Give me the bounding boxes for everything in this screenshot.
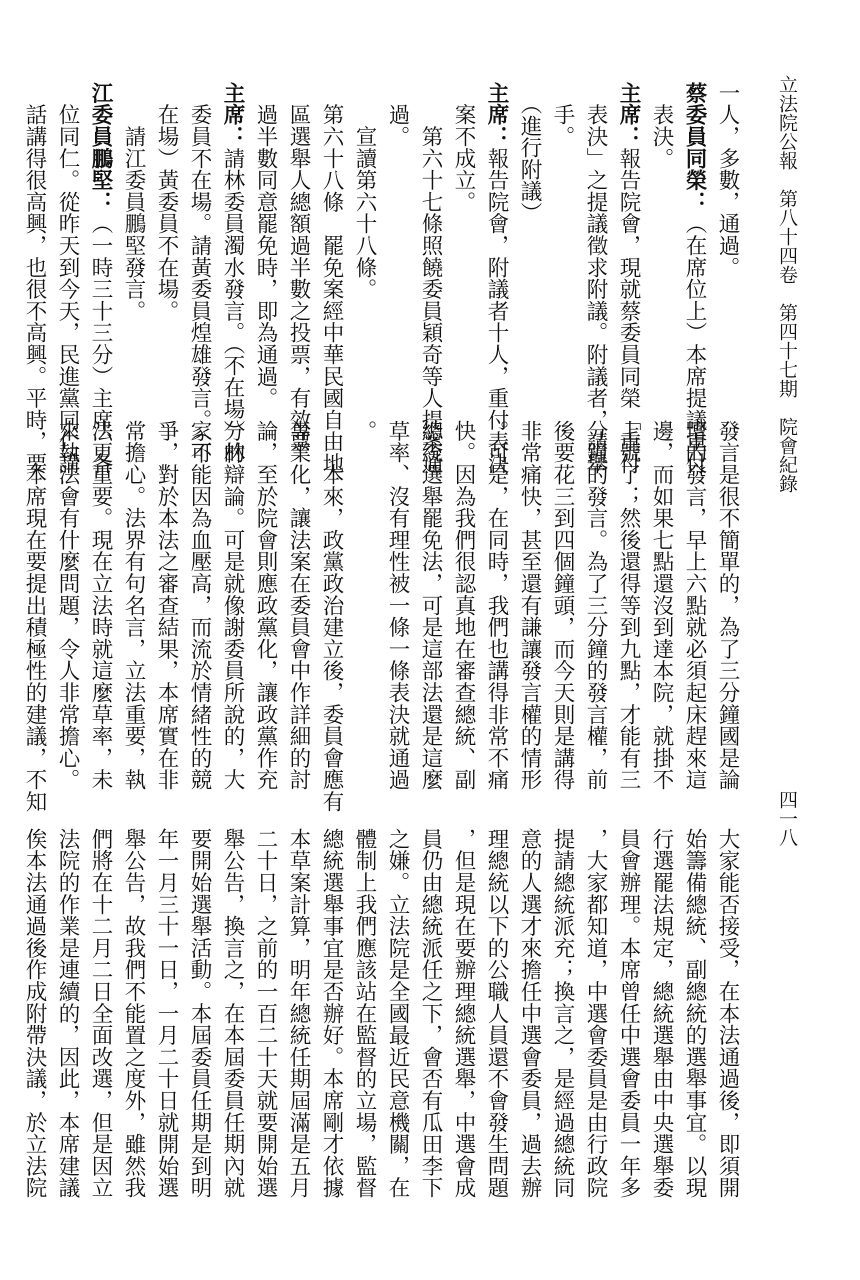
text-column: [579, 420, 612, 791]
text-column: [18, 420, 51, 813]
column-text: 請江委員鵬堅發言。: [121, 82, 146, 322]
text-column: [612, 420, 645, 791]
text-column: [711, 420, 744, 791]
column-text: （一時三十三分）主席、各: [88, 212, 113, 475]
text-column: [249, 828, 282, 1199]
text-column: [381, 828, 414, 1199]
column-text: 俟本法通過後作成附帶決議，於立法院: [22, 828, 47, 1199]
column-text: 上號了；然後還得等到九點，才能有三: [616, 420, 641, 791]
column-text: 員仍由總統派任之下，會否有瓜田李下: [418, 828, 443, 1199]
text-column: [711, 82, 744, 422]
column-text: 常擔心。法界有句名言，立法重要，執: [121, 420, 146, 791]
column-text: 二十日，之前的一百二十天就要開始選: [253, 828, 278, 1199]
column-text: 年一月三十一日，一月二十日就開始選: [154, 828, 179, 1199]
column-text: 舉公告，換言之，在本屆委員任期內就: [220, 828, 245, 1199]
column-text: 之嫌。立法院是全國最近民意機關，在: [385, 828, 410, 1199]
column-text: 爭，對於本法之審查結果，本席實在非: [154, 420, 179, 791]
text-column: [150, 828, 183, 1199]
text-column: [51, 420, 84, 791]
column-text: 壇的發言，早上六點就必須起床趕來這: [682, 420, 707, 791]
text-column: [282, 420, 315, 791]
column-text: 請林委員濁水發言。（不在場）林: [220, 147, 245, 464]
speaker-name: 主席：: [616, 82, 641, 148]
text-column: [513, 828, 546, 1199]
text-column: [84, 828, 117, 1199]
page-header: 立法院公報 第八十四卷 第四十七期 院會紀錄: [776, 75, 798, 493]
text-column: [183, 82, 216, 464]
text-column: [414, 828, 447, 1199]
column-text: 舉公告，故我們不能置之度外，雖然我: [121, 828, 146, 1199]
text-column: [150, 420, 183, 791]
column-text: 委員不在場。請黃委員煌雄發言。（不: [187, 82, 212, 464]
column-text: 分鐘的發言。為了三分鐘的發言權，前: [583, 420, 608, 791]
text-column: [216, 82, 249, 464]
text-column: [645, 828, 678, 1199]
column-text: 手。: [550, 82, 575, 148]
text-column: [51, 828, 84, 1199]
column-text: 意的人選才來擔任中選會委員，過去辦: [517, 828, 542, 1199]
text-column: [513, 420, 546, 791]
column-text: 本草案計算，明年總統任期屆滿是五月: [286, 828, 311, 1199]
column-text: 理總統以下的公職人員還不會發生問題: [484, 828, 509, 1199]
column-text: 本席現在要提出積極性的建議，不知: [22, 420, 47, 813]
column-text: 法更重要。現在立法時就這麼草率，未: [88, 420, 113, 791]
text-column: [117, 82, 150, 422]
column-text: 提請總統派充；換言之，是經過總統同: [550, 828, 575, 1199]
text-column: [447, 82, 480, 422]
column-text: 話講得很高興，也很不高興。平時，要: [22, 82, 47, 475]
column-text: （進行附議）: [517, 82, 542, 224]
text-tier-bottom: [22, 828, 744, 1199]
text-column: [546, 828, 579, 1199]
column-text: ，但是現在要辦理總統選舉，中選會成: [451, 828, 476, 1199]
column-text: 員會辦理。本席曾任中選會委員一年多: [616, 828, 641, 1199]
text-column: [546, 420, 579, 791]
column-text: 要開始選舉活動。本屆委員任期是到明: [187, 828, 212, 1199]
text-column: [249, 82, 282, 422]
column-text: 家可能因為血壓高，而流於情緒性的競: [187, 420, 212, 791]
column-text: 法院的作業是連續的，因此，本席建議: [55, 828, 80, 1199]
page-number: 四一八: [776, 790, 798, 847]
column-text: 第六十八條 罷免案經中華民國自由地: [319, 82, 344, 475]
column-text: 始籌備總統、副總統的選舉事宜。以現: [682, 828, 707, 1199]
text-column: [645, 82, 678, 422]
text-tier-middle: [22, 420, 744, 813]
column-text: 行選罷法規定，總統選舉由中央選舉委: [649, 828, 674, 1199]
text-column: [315, 82, 348, 475]
column-text: 發言是很不簡單的，為了三分鐘國是論: [715, 420, 740, 791]
text-column: [414, 82, 447, 475]
column-text: 宣讀第六十八條。: [352, 82, 377, 300]
column-text: 非常痛快，甚至還有謙讓發言權的情形: [517, 420, 542, 791]
column-text: 本來，政黨政治建立後，委員會應有: [319, 420, 344, 813]
column-text: 報告院會，附議者十人，重付表決: [484, 147, 509, 475]
column-text: 在場）黃委員不在場。: [154, 82, 179, 322]
speaker-name: 蔡委員同榮：: [682, 82, 707, 213]
text-column: [612, 828, 645, 1199]
column-text: 報告院會，現就蔡委員同榮「重付: [616, 147, 641, 475]
column-text: 邊，而如果七點還沒到達本院，就掛不: [649, 420, 674, 791]
text-column: [480, 828, 513, 1199]
column-text: 論，至於院會則應政黨化，讓政黨作充: [253, 420, 278, 791]
text-column: [348, 828, 381, 1199]
column-text: 總統選舉罷免法，可是這部法還是這麼: [418, 420, 443, 791]
text-column: [612, 82, 645, 475]
column-text: 總統選舉事宜是否辦好。本席剛才依據: [319, 828, 344, 1199]
column-text: 表決」之提議徵求附議。附議者，請舉: [583, 82, 608, 475]
column-text: 快。因為我們很認真地在審查總統、副: [451, 420, 476, 791]
text-column: [579, 82, 612, 475]
column-text: 第六十七條照饒委員穎奇等人提案通: [418, 82, 443, 475]
text-column: [84, 82, 117, 475]
text-column: [315, 828, 348, 1199]
column-text: 位同仁。從昨天到今天，民進黨同仁講: [55, 82, 80, 475]
text-column: [348, 420, 381, 760]
column-text: 大家能否接受，在本法通過後，即須開: [715, 828, 740, 1199]
text-column: [282, 828, 315, 1199]
text-tier-top: [22, 82, 744, 475]
text-column: [645, 420, 678, 791]
text-column: [381, 420, 414, 791]
text-column: [84, 420, 117, 791]
text-column: [381, 82, 414, 422]
column-text: 專業化，讓法案在委員會中作詳細的討: [286, 420, 311, 791]
column-text: 後要花三到四個鐘頭，而今天則是講得: [550, 420, 575, 791]
column-text: 體制上我們應該站在監督的立場，監督: [352, 828, 377, 1199]
column-text: ，大家都知道，中選會委員是由行政院: [583, 828, 608, 1199]
text-column: [546, 82, 579, 422]
speaker-name: 江委員鵬堅：: [88, 82, 113, 213]
text-column: [18, 828, 51, 1199]
text-column: [216, 420, 249, 791]
text-column: [711, 828, 744, 1199]
column-text: 。: [352, 420, 377, 442]
text-column: [117, 828, 150, 1199]
text-column: [678, 420, 711, 791]
text-column: [117, 420, 150, 791]
text-column: [678, 82, 711, 475]
text-column: [480, 82, 513, 475]
column-text: 區選舉人總額過半數之投票，有效票: [286, 82, 311, 453]
column-text: 們將在十二月二日全面改選，但是因立: [88, 828, 113, 1199]
column-text: 一人，多數，通過。: [715, 82, 740, 279]
text-column: [249, 420, 282, 791]
column-text: 來執法會有什麼問題，令人非常擔心。: [55, 420, 80, 791]
column-text: 分的辯論。可是就像謝委員所說的，大: [220, 420, 245, 791]
text-column: [150, 82, 183, 422]
text-column: [282, 82, 315, 453]
column-text: 。可是，在同時，我們也講得非常不痛: [484, 420, 509, 791]
text-column: [414, 420, 447, 791]
text-column: [315, 420, 348, 813]
text-column: [216, 828, 249, 1199]
text-column: [51, 82, 84, 475]
text-column: [183, 828, 216, 1199]
column-text: 草率、沒有理性被一條一條表決就通過: [385, 420, 410, 791]
text-column: [18, 82, 51, 475]
column-text: （在席位上）本席提議重付: [682, 212, 707, 475]
column-text: 表決。: [649, 82, 674, 170]
text-column: [513, 82, 546, 422]
text-column: [447, 828, 480, 1199]
column-text: 案不成立。: [451, 82, 476, 213]
text-column: [480, 420, 513, 791]
text-column: [183, 420, 216, 791]
text-column: [348, 82, 381, 422]
column-text: 過。: [385, 82, 410, 148]
text-column: [579, 828, 612, 1199]
speaker-name: 主席：: [220, 82, 245, 148]
text-column: [447, 420, 480, 791]
column-text: 過半數同意罷免時，即為通過。: [253, 82, 278, 409]
text-column: [678, 828, 711, 1199]
speaker-name: 主席：: [484, 82, 509, 148]
